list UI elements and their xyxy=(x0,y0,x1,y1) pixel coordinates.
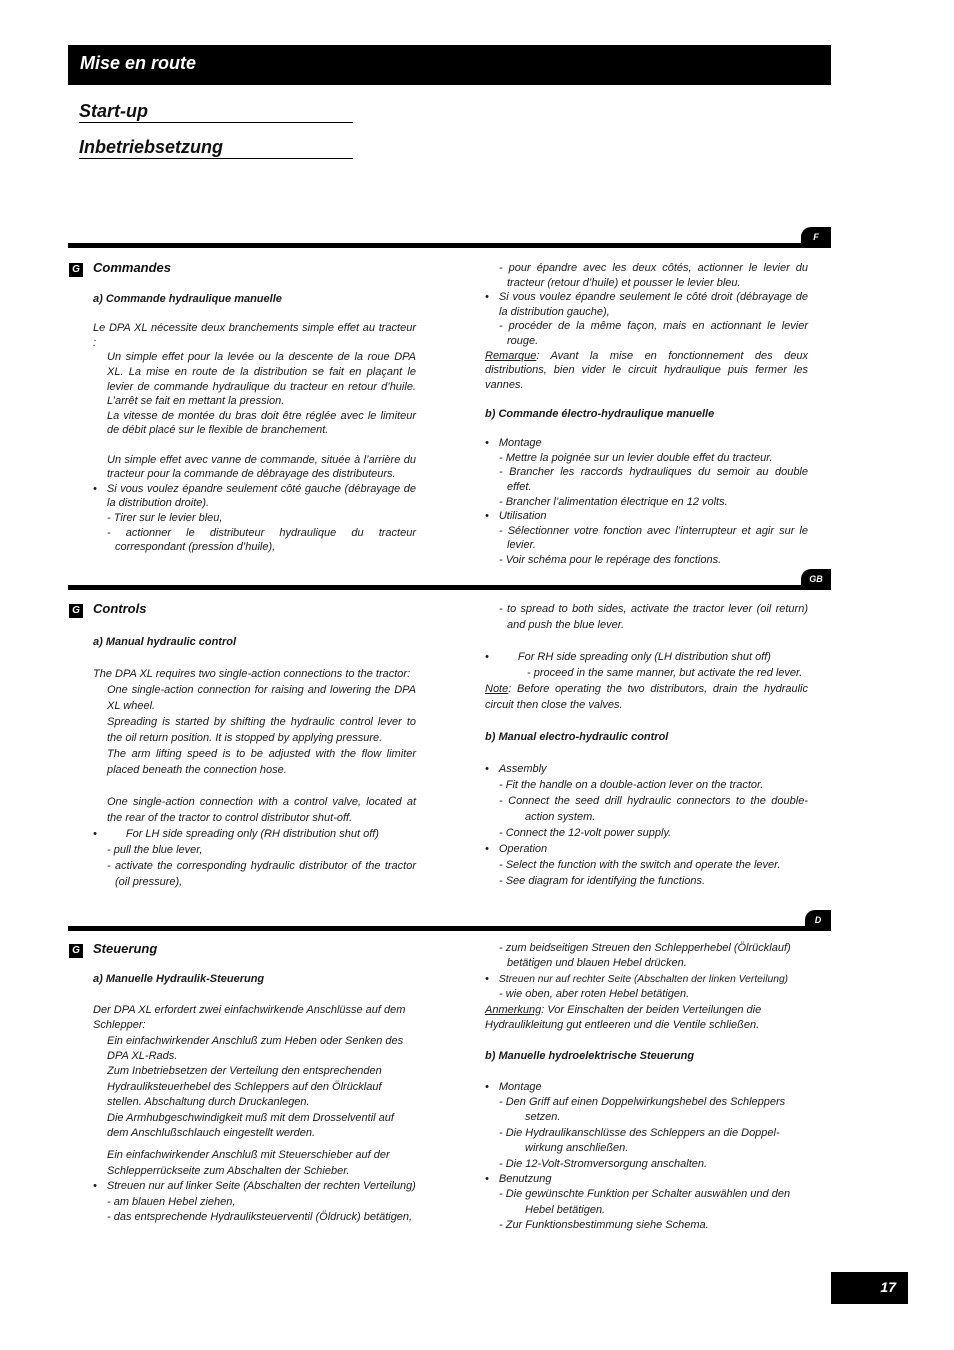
paragraph: Der DPA XL erfordert zwei einfachwirkende Anschlüsse auf dem Schlepper: xyxy=(93,1003,406,1032)
paragraph: One single-action connection for raising and lowering the DPA XL wheel. xyxy=(107,684,416,712)
bullet-item: • Utilisation xyxy=(485,510,547,523)
bullet-glyph: • xyxy=(485,291,489,304)
subheading: a) Manuelle Hydraulik-Steuerung xyxy=(93,973,265,985)
bullet-item: • For LH side spreading only (RH distribution shut off) xyxy=(93,828,379,840)
dash-item: - Tirer sur le levier bleu, xyxy=(107,511,223,524)
bullet-glyph: • xyxy=(485,763,489,775)
dash-item: - to spread to both sides, activate the tractor lever (oil return) and push the blue lever. xyxy=(499,603,808,631)
dash-item: - pour épandre avec les deux côtés, actionner le levier du tracteur (retour d’huile) et pousser le levier bleu. xyxy=(499,262,808,289)
dash-item: - actionner le distributeur hydraulique du tracteur correspondant (pression d’huile), xyxy=(107,526,416,554)
bullet-item: • Operation xyxy=(485,843,548,855)
dash-item: - Select the function with the switch and operate the lever. xyxy=(499,859,781,871)
paragraph: Spreading is started by shifting the hydraulic control lever to the oil return position. It is stopped by applying pressure. xyxy=(107,716,416,744)
dash-item: - pull the blue lever, xyxy=(107,844,203,856)
section-title-gb: Controls xyxy=(93,601,147,616)
note-paragraph: Anmerkung: Vor Einschalten der beiden Verteilungen die Hydraulikleitung gut entleeren und die Ventile schließen. xyxy=(485,1003,762,1032)
subheading: a) Commande hydraulique manuelle xyxy=(93,293,282,305)
language-tab-de: D xyxy=(805,910,831,930)
bullet-glyph: • xyxy=(93,482,97,495)
note-label: Note xyxy=(485,683,509,695)
dash-item: - Connect the seed drill hydraulic connectors to the double-action system. xyxy=(499,795,808,823)
column-fr-right xyxy=(485,261,808,567)
dash-item: - Den Griff auf einen Doppelwirkungshebel des Schleppers setzen. xyxy=(499,1096,786,1124)
section-marker-gb: G xyxy=(69,604,83,618)
note-paragraph: Remarque: Avant la mise en fonctionnement des deux distributions, bien vider le circuit hydraulique puis fermer les vannes. xyxy=(485,349,808,391)
paragraph: The arm lifting speed is to be adjusted with the flow limiter placed beneath the connection hose. xyxy=(107,748,416,776)
dash-item: - See diagram for identifying the functions. xyxy=(499,875,706,887)
dash-item: - Brancher l’alimentation électrique en 12 volts. xyxy=(499,495,728,508)
subheading: b) Manual electro-hydraulic control xyxy=(485,731,669,743)
bullet-glyph: • xyxy=(93,828,97,840)
subtitle-german: Inbetriebsetzung xyxy=(79,137,353,159)
bullet-item: • Si vous voulez épandre seulement côté gauche (débrayage de la distribution droite). xyxy=(93,482,416,510)
paragraph: The DPA XL requires two single-action connections to the tractor: xyxy=(93,668,411,680)
section-marker-de: G xyxy=(69,944,83,958)
page-number: 17 xyxy=(831,1272,908,1304)
subheading: b) Commande électro-hydraulique manuelle xyxy=(485,407,715,420)
bullet-item: • Montage xyxy=(485,437,542,450)
note-paragraph: Note: Before operating the two distributors, drain the hydraulic circuit then close the valves. xyxy=(485,683,808,711)
dash-item: - wie oben, aber roten Hebel betätigen. xyxy=(499,988,690,1001)
language-tab-fr: F xyxy=(801,227,831,247)
dash-item: - Voir schéma pour le repérage des fonctions. xyxy=(499,553,722,566)
language-tab-gb: GB xyxy=(801,569,831,589)
column-de-left xyxy=(93,972,416,1225)
bullet-glyph: • xyxy=(485,1080,489,1093)
section-title-de: Steuerung xyxy=(93,941,158,956)
page-title: Mise en route xyxy=(80,53,197,73)
bullet-item: • Streuen nur auf rechter Seite (Abschalten der linken Verteilung) xyxy=(485,972,789,985)
column-de-right xyxy=(485,941,808,1234)
dash-item: - Die gewünschte Funktion per Schalter auswählen und den Hebel betätigen. xyxy=(499,1188,791,1216)
bullet-glyph: • xyxy=(485,843,489,855)
paragraph: Un simple effet pour la levée ou la descente de la roue DPA XL. La mise en route de la distribution se fait en plaçant le levier de commande hydraulique du tracteur en retour d’huile. L’arrêt se fait en mettant la pression. xyxy=(107,351,416,408)
paragraph: Ein einfachwirkender Anschluß mit Steuerschieber auf der Schlepperrückseite zum Abschalten der Schieber. xyxy=(107,1149,390,1177)
bullet-glyph: • xyxy=(485,972,489,985)
subheading: b) Manuelle hydroelektrische Steuerung xyxy=(485,1049,695,1062)
paragraph: Zum Inbetriebsetzen der Verteilung den entsprechenden Hydrauliksteuerhebel des Schleppers auf den Ölrücklauf stellen. Abschaltung durch Druckanlegen. xyxy=(107,1065,382,1109)
bullet-glyph: • xyxy=(485,651,489,663)
title-bar xyxy=(68,45,831,85)
dash-item: - das entsprechende Hydrauliksteuerventil (Öldruck) betätigen, xyxy=(107,1211,413,1224)
column-fr-left xyxy=(93,292,416,555)
column-gb-right xyxy=(485,601,808,889)
bullet-item: • Streuen nur auf linker Seite (Abschalten der rechten Verteilung) xyxy=(93,1180,416,1193)
dash-item: - Die Hydraulikanschlüsse des Schleppers an die Doppel-wirkung anschließen. xyxy=(499,1126,780,1155)
paragraph: Ein einfachwirkender Anschluß zum Heben oder Senken des DPA XL-Rads. xyxy=(107,1034,404,1063)
paragraph: Die Armhubgeschwindigkeit muß mit dem Drosselventil auf dem Anschlußschlauch eingestellt werden. xyxy=(107,1111,394,1140)
column-gb-left xyxy=(93,634,416,890)
dash-item: - activate the corresponding hydraulic distributor of the tractor (oil pressure), xyxy=(107,860,416,888)
dash-item: - zum beidseitigen Streuen den Schlepperhebel (Ölrücklauf) betätigen und blauen Hebel drücken. xyxy=(499,942,791,970)
dash-item: - Sélectionner votre fonction avec l’interrupteur et agir sur le levier. xyxy=(499,524,808,552)
bullet-item: • Si vous voulez épandre seulement le côté droit (débrayage de la distribution gauche), xyxy=(485,291,808,318)
section-marker-fr: G xyxy=(69,263,83,277)
dash-item: - procéder de la même façon, mais en actionnant le levier rouge. xyxy=(499,320,808,347)
dash-item: - Brancher les raccords hydrauliques du semoir au double effet. xyxy=(499,466,808,493)
dash-item: - Connect the 12-volt power supply. xyxy=(499,827,672,839)
bullet-glyph: • xyxy=(93,1180,97,1193)
paragraph: One single-action connection with a control valve, located at the rear of the tractor to control distributor shut-off. xyxy=(107,796,416,824)
bullet-item: • Assembly xyxy=(485,763,547,775)
dash-item: - Zur Funktionsbestimmung siehe Schema. xyxy=(499,1219,709,1232)
bullet-glyph: • xyxy=(485,510,489,523)
bullet-item: • Montage xyxy=(485,1080,542,1093)
note-label: Anmerkung xyxy=(485,1003,542,1016)
bullet-item: • Benutzung xyxy=(485,1173,552,1186)
bullet-glyph: • xyxy=(485,437,489,450)
dash-item: - proceed in the same manner, but activate the red lever. xyxy=(527,667,803,679)
section-title-fr: Commandes xyxy=(93,260,172,275)
dash-item: - Mettre la poignée sur un levier double effet du tracteur. xyxy=(499,451,773,464)
paragraph: Le DPA XL nécessite deux branchements simple effet au tracteur : xyxy=(93,322,416,349)
section-divider-gb xyxy=(68,585,831,590)
dash-item: - Die 12-Volt-Stromversorgung anschalten. xyxy=(499,1157,708,1170)
bullet-item: • For RH side spreading only (LH distribution shut off) xyxy=(485,651,771,663)
bullet-glyph: • xyxy=(485,1173,489,1186)
section-divider-de xyxy=(68,926,831,931)
note-label: Remarque xyxy=(485,349,537,362)
paragraph: La vitesse de montée du bras doit être réglée avec le limiteur de débit placé sur le flexible de branchement. xyxy=(107,409,416,437)
dash-item: - am blauen Hebel ziehen, xyxy=(107,1195,236,1208)
subtitle-english: Start-up xyxy=(79,101,353,123)
subheading: a) Manual hydraulic control xyxy=(93,636,237,648)
section-divider-fr xyxy=(68,243,831,248)
paragraph: Un simple effet avec vanne de commande, située à l’arrière du tracteur pour la commande de débrayage des distributeurs. xyxy=(107,453,416,481)
dash-item: - Fit the handle on a double-action lever on the tractor. xyxy=(499,779,764,791)
